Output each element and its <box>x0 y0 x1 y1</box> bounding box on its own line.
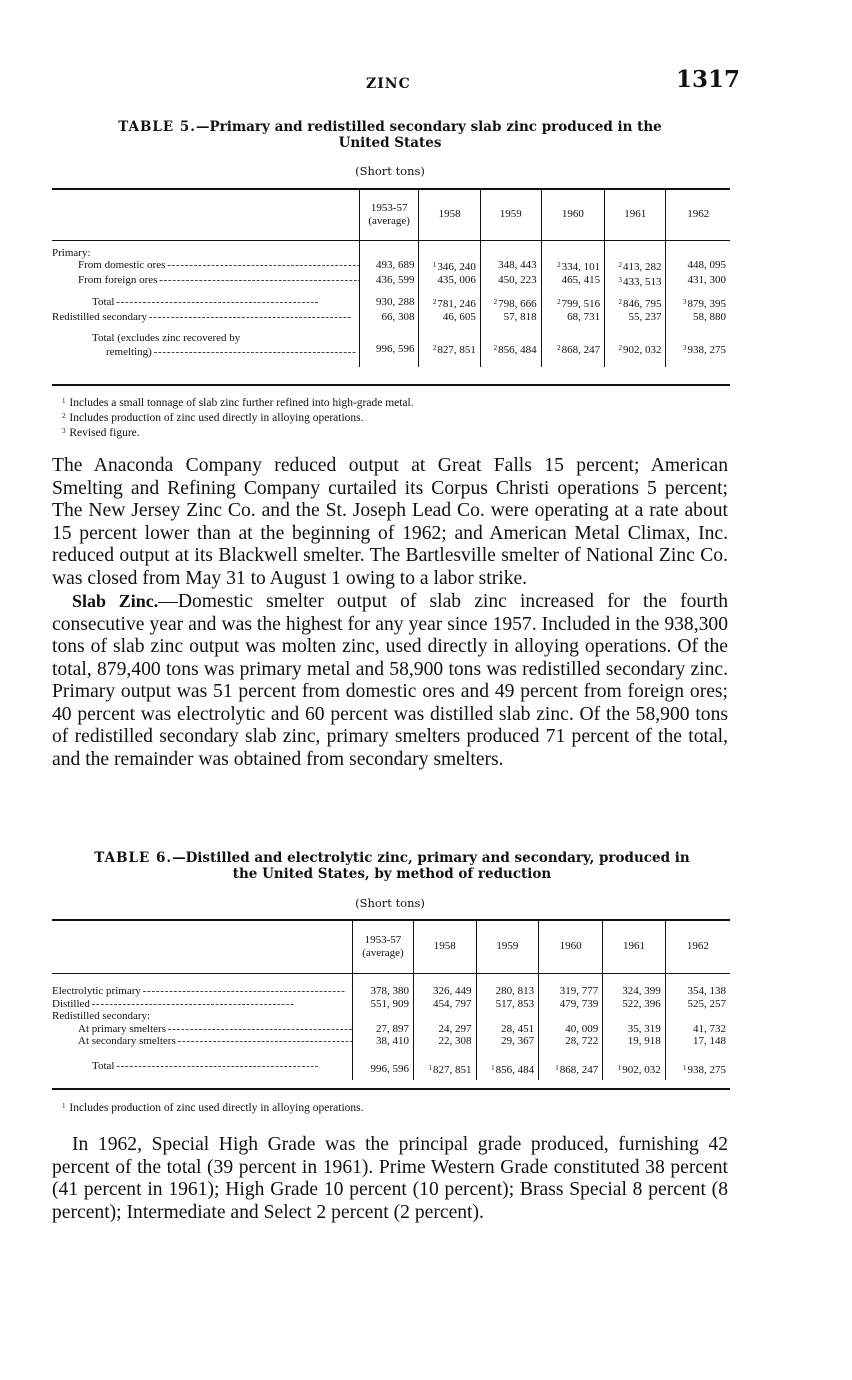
table-row <box>52 1010 730 1023</box>
table6-bottom-rule <box>52 1088 730 1090</box>
table5-col-header: 1961 <box>605 190 666 240</box>
table-cell: 29, 367 <box>476 1035 539 1048</box>
table5-label: TABLE 5. <box>118 119 196 135</box>
table-cell: 27, 897 <box>353 1023 414 1036</box>
table-cell: $^1$346, 240 <box>419 259 480 274</box>
table-cell: 450, 223 <box>480 274 541 289</box>
row-label: Redistilled secondary: <box>52 1010 151 1022</box>
table-cell: $^2$827, 851 <box>419 331 480 367</box>
table-cell: 454, 797 <box>413 998 476 1011</box>
table-cell: 435, 006 <box>419 274 480 289</box>
table6-col-header: 1959 <box>476 921 539 973</box>
table-cell: 525, 257 <box>665 998 730 1011</box>
table-cell: 38, 410 <box>353 1035 414 1048</box>
table-cell: 324, 399 <box>603 985 666 998</box>
row-label: Total - - - <box>92 296 317 308</box>
table6-col-header: 1953-57 (average) <box>353 921 414 973</box>
table-cell: $^2$868, 247 <box>541 331 604 367</box>
footnote: Includes production of zinc used directly in alloying operations. <box>69 412 364 424</box>
table-cell: 17, 148 <box>665 1035 730 1048</box>
table-cell: 930, 288 <box>359 296 419 311</box>
table-cell: 465, 415 <box>541 274 604 289</box>
table-row <box>52 311 730 324</box>
table-row <box>52 259 730 274</box>
table6-title-line2: the United States, by method of reduction <box>232 866 552 882</box>
table5-col-header: 1953-57 (average) <box>359 190 419 240</box>
table-cell: 431, 300 <box>666 274 730 289</box>
row-label: Redistilled secondary - - - <box>52 311 350 323</box>
table5-units: (Short tons) <box>355 164 425 178</box>
table-cell: 58, 880 <box>666 311 730 324</box>
table-cell: $^1$856, 484 <box>476 1060 539 1080</box>
table-cell: 46, 605 <box>419 311 480 324</box>
table5-col-header: 1960 <box>541 190 604 240</box>
table-cell: $^2$846, 795 <box>605 296 666 311</box>
running-title: ZINC <box>366 76 411 92</box>
table-cell: $^3$433, 513 <box>605 274 666 289</box>
body-text-2 <box>52 1134 728 1224</box>
row-label: Distilled - - - <box>52 998 293 1010</box>
row-label: At secondary smelters - - - <box>78 1035 353 1047</box>
table-cell: $^1$902, 032 <box>603 1060 666 1080</box>
table-row <box>52 985 730 998</box>
paragraph: The Anaconda Company reduced output at Great Falls 15 percent; American Smelting and Refining Company curtailed its Corpus Christi operations 5 percent; The New Jersey Zinc Co. and the St. Joseph Lead Co. were operating at a rate about 15 percent lower than at the beginning of 1962; and American Metal Climax, Inc. reduced output at its Blackwell smelter. The Bartlesville smelter of National Zinc Co. was closed from May 31 to August 1 owing to a labor strike. <box>52 455 728 589</box>
table-cell: 280, 813 <box>476 985 539 998</box>
table-cell: 41, 732 <box>665 1023 730 1036</box>
table-cell: 28, 451 <box>476 1023 539 1036</box>
footnote: Includes a small tonnage of slab zinc further refined into high-grade metal. <box>69 397 414 409</box>
table-cell: 996, 596 <box>359 331 419 367</box>
section-heading: Slab Zinc. <box>72 591 159 611</box>
table-cell: 35, 319 <box>603 1023 666 1036</box>
table-cell: $^1$827, 851 <box>413 1060 476 1080</box>
table-row <box>52 1023 730 1036</box>
table-row <box>52 331 730 367</box>
table-cell: 354, 138 <box>665 985 730 998</box>
table-cell: $^2$856, 484 <box>480 331 541 367</box>
table6-units: (Short tons) <box>355 896 425 910</box>
table-cell: 493, 689 <box>359 259 419 274</box>
table-cell: $^3$938, 275 <box>666 331 730 367</box>
row-label: From domestic ores - - - <box>78 259 359 271</box>
footnote: Revised figure. <box>69 427 140 439</box>
page-number: 1317 <box>676 66 741 93</box>
row-label: From foreign ores - - - <box>78 274 359 286</box>
row-label: Electrolytic primary - - - <box>52 985 344 997</box>
row-label: remelting) - - - <box>92 346 355 358</box>
table5-stub-header <box>52 190 359 240</box>
table5-title-line2: United States <box>338 135 442 151</box>
table-row <box>52 296 730 311</box>
table-cell: 68, 731 <box>541 311 604 324</box>
table-cell: $^2$334, 101 <box>541 259 604 274</box>
table-cell: 28, 722 <box>539 1035 603 1048</box>
footnote: Includes production of zinc used directly in alloying operations. <box>69 1102 364 1114</box>
table-cell: $^1$938, 275 <box>665 1060 730 1080</box>
table5-title-line1: —Primary and redistilled secondary slab zinc produced in the <box>196 119 662 135</box>
table5-col-header: 1962 <box>666 190 730 240</box>
table-cell: $^2$413, 282 <box>605 259 666 274</box>
table-cell: 57, 818 <box>480 311 541 324</box>
body-text-1 <box>52 455 728 771</box>
table-cell: 522, 396 <box>603 998 666 1011</box>
table-cell: 319, 777 <box>539 985 603 998</box>
table5-col-header: 1958 <box>419 190 480 240</box>
table-cell: $^2$781, 246 <box>419 296 480 311</box>
table-row <box>52 240 730 259</box>
table-cell: 479, 739 <box>539 998 603 1011</box>
table6-footnotes: $^1$ Includes production of zinc used directly in alloying operations. <box>62 1102 364 1114</box>
table-cell: 66, 308 <box>359 311 419 324</box>
table5-caption <box>80 119 700 151</box>
table6-label: TABLE 6. <box>94 850 173 866</box>
table-cell: 378, 380 <box>353 985 414 998</box>
table-cell: $^2$798, 666 <box>480 296 541 311</box>
table-cell: 551, 909 <box>353 998 414 1011</box>
table-cell: 40, 009 <box>539 1023 603 1036</box>
table-cell: $^2$799, 516 <box>541 296 604 311</box>
table-row <box>52 1035 730 1048</box>
row-label: Total - - - <box>92 1060 317 1072</box>
table5-col-header: 1959 <box>480 190 541 240</box>
table-cell: 517, 853 <box>476 998 539 1011</box>
table-row <box>52 274 730 289</box>
table6-col-header: 1958 <box>413 921 476 973</box>
table-cell: $^2$902, 032 <box>605 331 666 367</box>
table6-stub-header <box>52 921 353 973</box>
row-label: Primary: <box>52 246 91 259</box>
table-row <box>52 1060 730 1080</box>
table6-title-line1: —Distilled and electrolytic zinc, primary and secondary, produced in <box>172 850 690 866</box>
paragraph: In 1962, Special High Grade was the principal grade produced, furnishing 42 percent of the total (39 percent in 1961). Prime Western Grade constituted 38 percent (41 percent in 1961); High Grade 10 percent (10 percent); Brass Special 8 percent (8 percent); Intermediate and Select 2 percent (2 percent). <box>52 1134 728 1223</box>
table6-caption <box>52 850 732 882</box>
table5-bottom-rule <box>52 384 730 386</box>
table-cell: 24, 297 <box>413 1023 476 1036</box>
row-label: Total (excludes zinc recovered by <box>92 332 241 344</box>
table-row <box>52 998 730 1011</box>
paragraph: Slab Zinc.—Domestic smelter output of slab zinc increased for the fourth consecutive year and was the highest for any year since 1957. Included in the 938,300 tons of slab zinc output was molten zinc, used directly in alloying operations. Of the total, 879,400 tons was primary metal and 58,900 tons was redistilled secondary zinc. Primary output was 51 percent from domestic ores and 49 percent from foreign ores; 40 percent was electrolytic and 60 percent was distilled slab zinc. Of the 58,900 tons of redistilled secondary slab zinc, primary smelters produced 71 percent of the total, and the remainder was obtained from secondary smelters. <box>52 591 728 770</box>
table-cell: 348, 443 <box>480 259 541 274</box>
table-cell: $^1$868, 247 <box>539 1060 603 1080</box>
table6-col-header: 1961 <box>603 921 666 973</box>
table6-col-header: 1960 <box>539 921 603 973</box>
table-cell: 19, 918 <box>603 1035 666 1048</box>
table-cell: 996, 596 <box>353 1060 414 1080</box>
table5-footnotes: $^1$ Includes a small tonnage of slab zinc further refined into high-grade metal. $^2$ Includes production of zinc used directly in alloying operations. $^3$ Revised figure. <box>62 397 414 439</box>
table-cell: 55, 237 <box>605 311 666 324</box>
table6 <box>52 921 730 1080</box>
table5 <box>52 190 730 367</box>
table-cell: 22, 308 <box>413 1035 476 1048</box>
row-label: At primary smelters - - - <box>78 1023 353 1035</box>
table-cell: 436, 599 <box>359 274 419 289</box>
table-cell: $^3$879, 395 <box>666 296 730 311</box>
table6-col-header: 1962 <box>665 921 730 973</box>
table-cell: 448, 095 <box>666 259 730 274</box>
table-cell: 326, 449 <box>413 985 476 998</box>
